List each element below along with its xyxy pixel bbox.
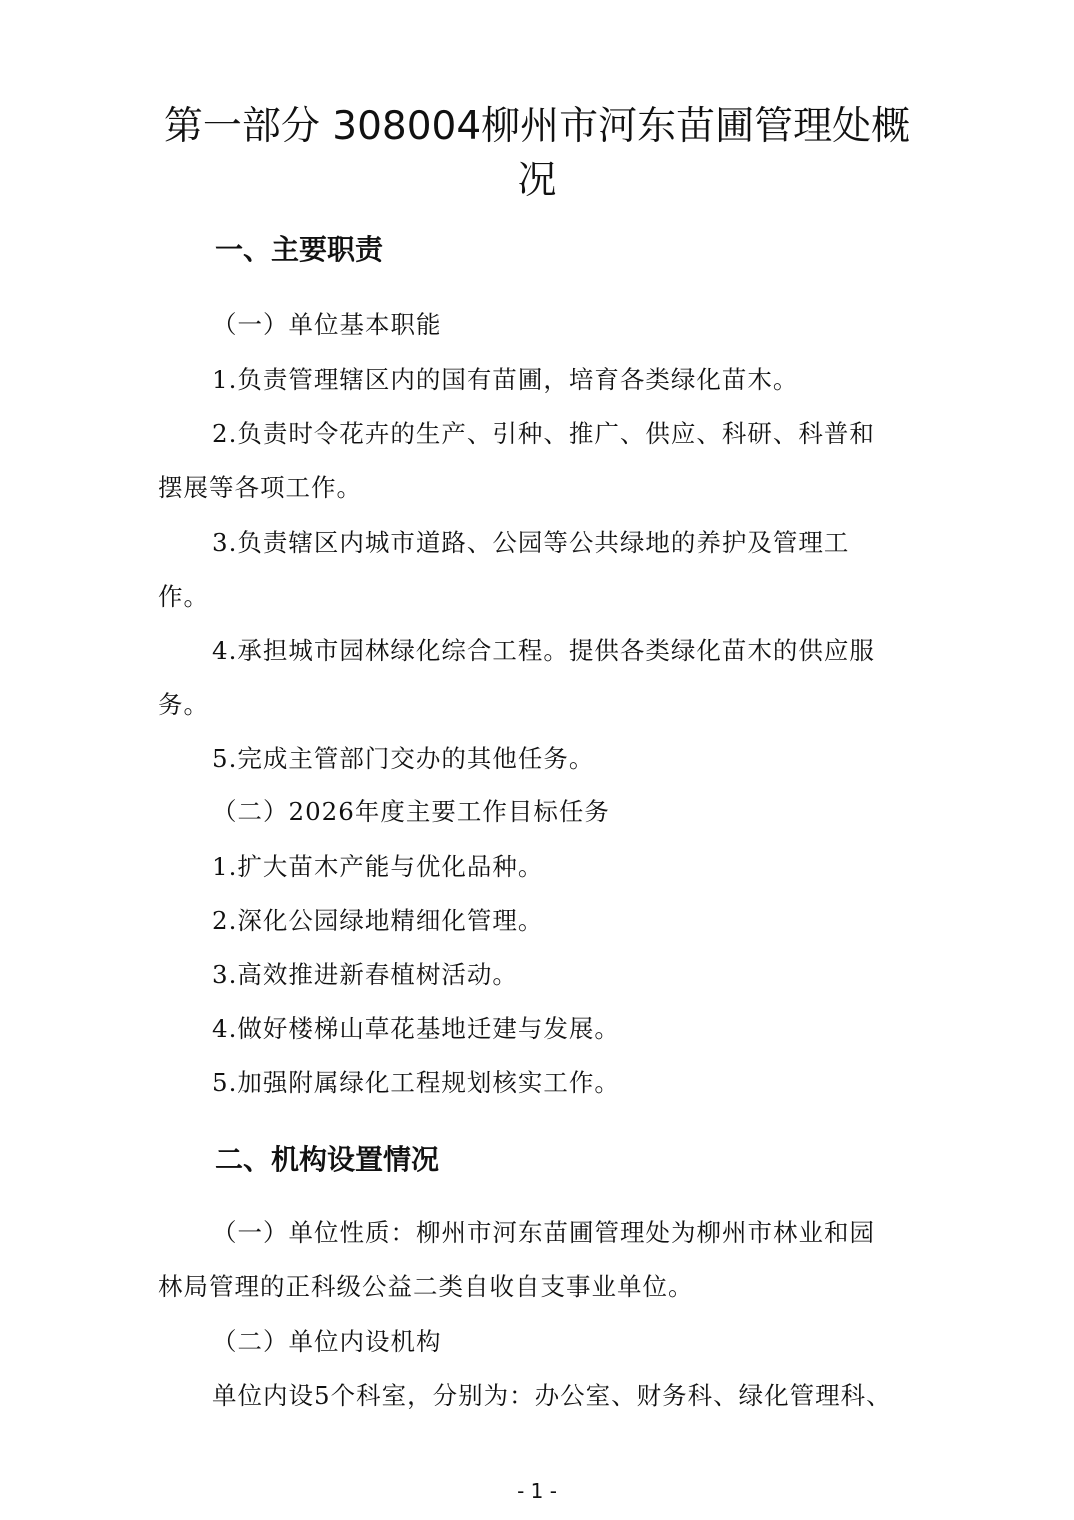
section-heading-duties: 一、主要职责 — [215, 233, 384, 266]
function-item-3-line2: 作。 — [158, 582, 209, 611]
internal-structure-line1: 单位内设5个科室，分别为：办公室、财务科、绿化管理科、 — [212, 1381, 892, 1410]
page-number: - 1 - — [517, 1479, 557, 1503]
function-item-2-line1: 2.负责时令花卉的生产、引种、推广、供应、科研、科普和 — [212, 419, 875, 448]
subheading-annual-tasks: （二）2026年度主要工作目标任务 — [212, 797, 610, 826]
subheading-internal-structure: （二）单位内设机构 — [212, 1327, 442, 1356]
task-item-2: 2.深化公园绿地精细化管理。 — [212, 906, 544, 935]
unit-nature-line2: 林局管理的正科级公益二类自收自支事业单位。 — [158, 1272, 694, 1301]
task-item-5: 5.加强附属绿化工程规划核实工作。 — [212, 1068, 620, 1097]
function-item-3-line1: 3.负责辖区内城市道路、公园等公共绿地的养护及管理工 — [212, 528, 850, 557]
task-item-3: 3.高效推进新春植树活动。 — [212, 960, 518, 989]
section-heading-organization: 二、机构设置情况 — [215, 1143, 440, 1176]
page-title: 第一部分 308004柳州市河东苗圃管理处概况 — [163, 104, 911, 203]
task-item-4: 4.做好楼梯山草花基地迁建与发展。 — [212, 1014, 620, 1043]
function-item-2-line2: 摆展等各项工作。 — [158, 473, 362, 502]
subheading-basic-functions: （一）单位基本职能 — [212, 310, 442, 339]
function-item-4-line2: 务。 — [158, 690, 209, 719]
function-item-5: 5.完成主管部门交办的其他任务。 — [212, 744, 595, 773]
function-item-1: 1.负责管理辖区内的国有苗圃，培育各类绿化苗木。 — [212, 365, 799, 394]
function-item-4-line1: 4.承担城市园林绿化综合工程。提供各类绿化苗木的供应服 — [212, 636, 875, 665]
task-item-1: 1.扩大苗木产能与优化品种。 — [212, 852, 544, 881]
unit-nature-line1: （一）单位性质：柳州市河东苗圃管理处为柳州市林业和园 — [212, 1218, 875, 1247]
